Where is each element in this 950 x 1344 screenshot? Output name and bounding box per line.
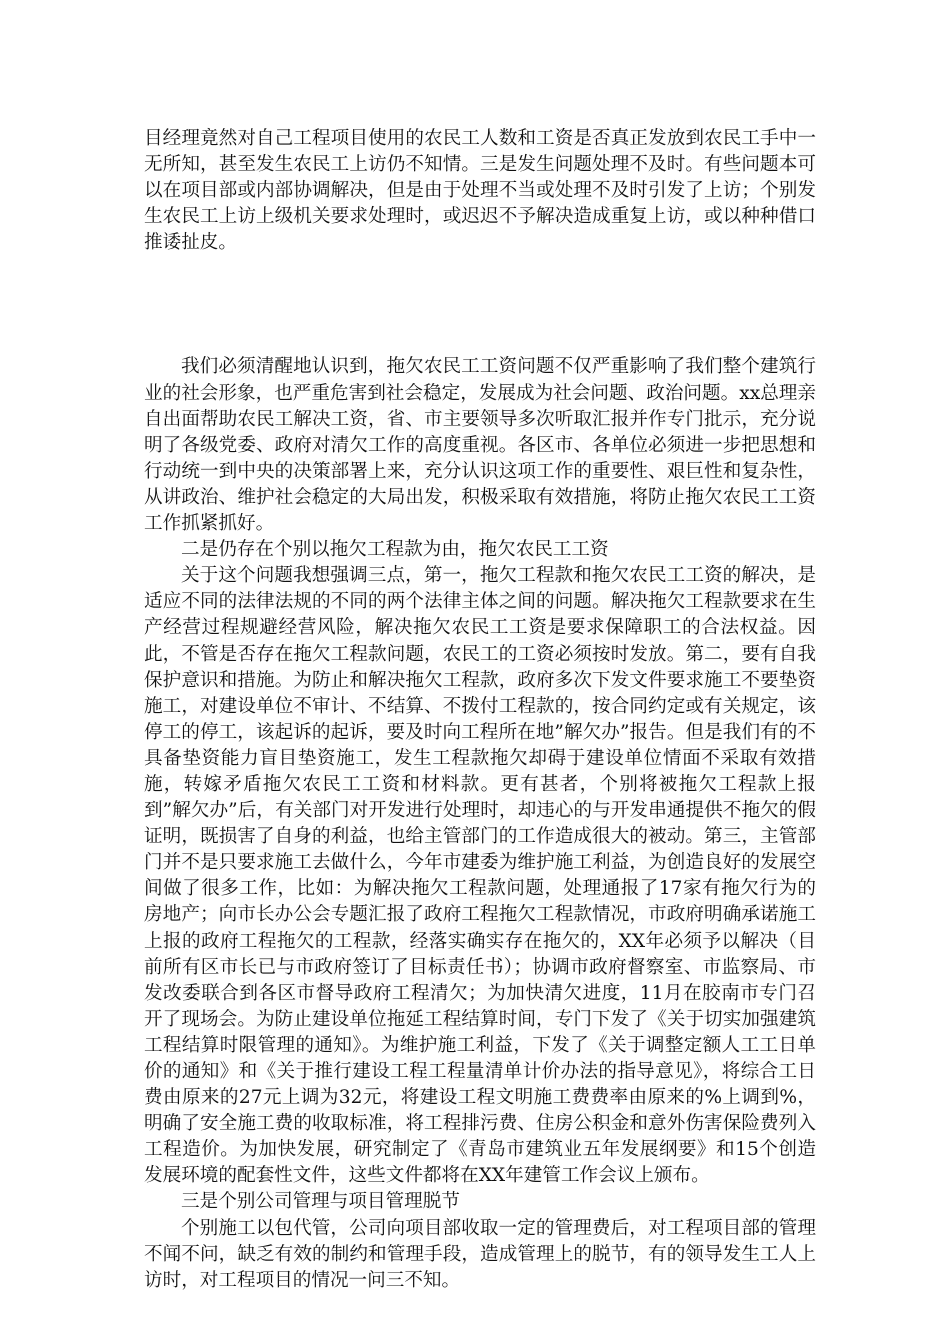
paragraph-continued: 目经理竟然对自己工程项目使用的农民工人数和工资是否真正发放到农民工手中一无所知，甚至发生农民工上访仍不知情。三是发生问题处理不及时。有些问题本可以在项目部或内部协调解决，但是由于处理不当或处理不及时引发了上访；个别发生农民工上访上级机关要求处理时，或迟迟不予解决造成重复上访，或以种种借口推诿扯皮。	[144, 128, 816, 254]
document-body	[144, 126, 816, 1294]
paragraph-awareness: 我们必须清醒地认识到，拖欠农民工工资问题不仅严重影响了我们整个建筑行业的社会形象，也严重危害到社会稳定，发展成为社会问题、政治问题。xx总理亲自出面帮助农民工解决工资，省、市主要领导多次听取汇报并作专门批示，充分说明了各级党委、政府对清欠工作的高度重视。各区市、各单位必须进一步把思想和行动统一到中央的决策部署上来，充分认识这项工作的重要性、艰巨性和复杂性，从讲政治、维护社会稳定的大局出发，积极采取有效措施，将防止拖欠农民工工资工作抓紧抓好。	[144, 356, 816, 535]
paragraph-gap	[144, 256, 816, 354]
paragraph-management: 个别施工以包代管，公司向项目部收取一定的管理费后，对工程项目部的管理不闻不问，缺乏有效的制约和管理手段，造成管理上的脱节，有的领导发生工人上访时，对工程项目的情况一问三不知。	[144, 1217, 816, 1291]
section-heading-second: 二是仍存在个别以拖欠工程款为由，拖欠农民工工资	[181, 539, 609, 561]
section-heading-third: 三是个别公司管理与项目管理脱节	[181, 1191, 460, 1213]
paragraph-three-points: 关于这个问题我想强调三点，第一，拖欠工程款和拖欠农民工工资的解决，是适应不同的法律法规的不同的两个法律主体之间的问题。解决拖欠工程款要求在生产经营过程规避经营风险，解决拖欠农民工工资是要求保障职工的合法权益。因此，不管是否存在拖欠工程款问题，农民工的工资必须按时发放。第二，要有自我保护意识和措施。为防止和解决拖欠工程款，政府多次下发文件要求施工不要垫资施工，对建设单位不审计、不结算、不拨付工程款的，按合同约定或有关规定，该停工的停工，该起诉的起诉，要及时向工程所在地”解欠办”报告。但是我们有的不具备垫资能力盲目垫资施工，发生工程款拖欠却碍于建设单位情面不采取有效措施，转嫁矛盾拖欠农民工工资和材料款。更有甚者，个别将被拖欠工程款上报到”解欠办”后，有关部门对开发进行处理时，却违心的与开发串通提供不拖欠的假证明，既损害了自身的利益，也给主管部门的工作造成很大的被动。第三，主管部门并不是只要求施工去做什么，今年市建委为维护施工利益，为创造良好的发展空间做了很多工作，比如：为解决拖欠工程款问题，处理通报了17家有拖欠行为的房地产；向市长办公会专题汇报了政府工程拖欠工程款情况，市政府明确承诺施工上报的政府工程拖欠的工程款，经落实确实存在拖欠的，XX年必须予以解决（目前所有区市长已与市政府签订了目标责任书）；协调市政府督察室、市监察局、市发改委联合到各区市督导政府工程清欠；为加快清欠进度，11月在胶南市专门召开了现场会。为防止建设单位拖延工程结算时间，专门下发了《关于切实加强建筑工程结算时限管理的通知》。为维护施工利益，下发了《关于调整定额人工工日单价的通知》和《关于推行建设工程工程量清单计价办法的指导意见》，将综合工日费由原来的27元上调为32元，将建设工程文明施工费费率由原来的%上调到%，明确了安全施工费的收取标准，将工程排污费、住房公积金和意外伤害保险费列入工程造价。为加快发展，研究制定了《青岛市建筑业五年发展纲要》和15个创造发展环境的配套性文件，这些文件都将在XX年建管工作会议上颁布。	[144, 565, 816, 1187]
